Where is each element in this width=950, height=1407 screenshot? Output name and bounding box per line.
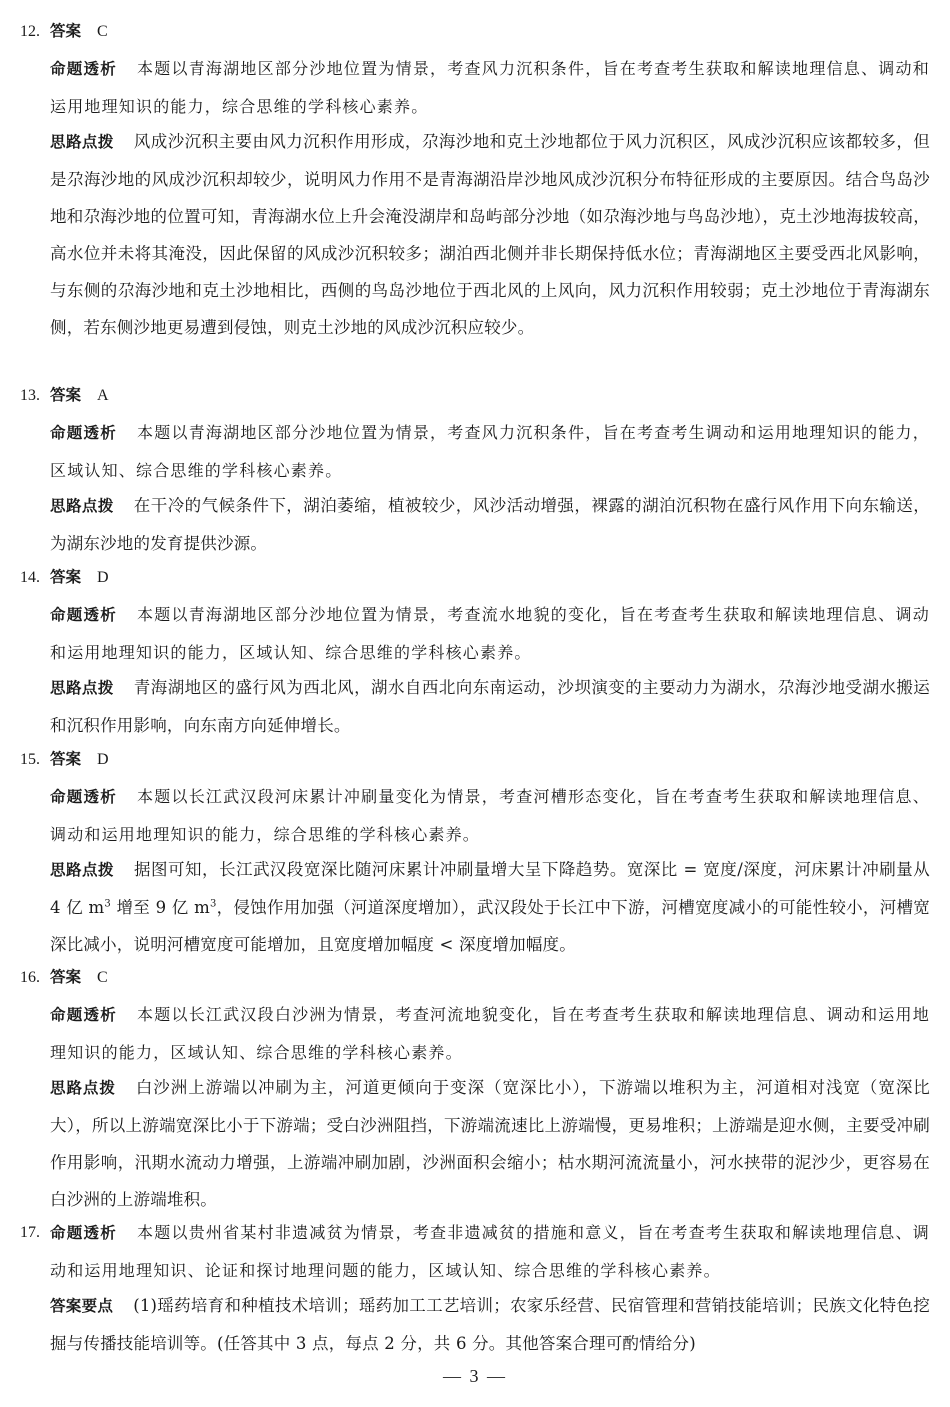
q14-hint-label: 思路点拨	[50, 679, 114, 697]
q12-hint	[50, 123, 930, 346]
q12-intent-text: 本题以青海湖地区部分沙地位置为情景，考查风力沉积条件，旨在考查考生获取和解读地理信息、调动和运用地理知识的能力，综合思维的学科核心素养。	[50, 59, 930, 116]
q13-intent-label: 命题透析	[50, 424, 117, 442]
q12-intent-label: 命题透析	[50, 60, 117, 78]
q15-hint-text-part2: 增至 9 亿 m	[110, 898, 210, 917]
q12-answer-value: C	[97, 23, 108, 40]
q14-intent-label: 命题透析	[50, 606, 117, 624]
q13-answer-line	[20, 385, 935, 406]
q16-number: 16.	[20, 969, 40, 986]
q14-hint-text: 青海湖地区的盛行风为西北风，湖水自西北向东南运动，沙坝演变的主要动力为湖水，尕海沙地受湖水搬运和沉积作用影响，向东南方向延伸增长。	[50, 678, 930, 735]
q17-key-points	[50, 1287, 930, 1362]
q13-number: 13.	[20, 387, 40, 404]
q17-key-points-text: (1)瑶药培育和种植技术培训；瑶药加工工艺培训；农家乐经营、民宿管理和营销技能培训；民族文化特色挖掘与传播技能培训等。(任答其中 3 点，每点 2 分，共 6 分。其他答案合理可酌情给分)	[50, 1296, 930, 1353]
q12-number: 12.	[20, 23, 40, 40]
q14-answer-line	[20, 567, 935, 588]
q17-number: 17.	[20, 1224, 40, 1241]
q15-hint-label: 思路点拨	[50, 861, 114, 879]
q16-answer-label: 答案	[50, 968, 82, 986]
q13-intent-text: 本题以青海湖地区部分沙地位置为情景，考查风力沉积条件，旨在考查考生调动和运用地理知识的能力，区域认知、综合思维的学科核心素养。	[50, 423, 930, 480]
q13-hint-label: 思路点拨	[50, 497, 114, 515]
q15-number: 15.	[20, 751, 40, 768]
q14-answer-value: D	[97, 569, 109, 586]
q17-intent-text: 本题以贵州省某村非遗减贫为情景，考查非遗减贫的措施和意义，旨在考查考生获取和解读地理信息、调动和运用地理知识、论证和探讨地理问题的能力，区域认知、综合思维的学科核心素养。	[50, 1223, 930, 1280]
q15-intent	[50, 778, 930, 853]
q13-hint-text: 在干冷的气候条件下，湖泊萎缩，植被较少，风沙活动增强，裸露的湖泊沉积物在盛行风作用下向东输送，为湖东沙地的发育提供沙源。	[50, 496, 930, 553]
q17-intent-label: 命题透析	[50, 1224, 117, 1242]
q14-hint	[50, 669, 930, 744]
q12-answer-line	[20, 21, 935, 42]
q12-intent	[50, 50, 930, 125]
q16-intent-text: 本题以长江武汉段白沙洲为情景，考查河流地貌变化，旨在考查考生获取和解读地理信息、调动和运用地理知识的能力，区域认知、综合思维的学科核心素养。	[50, 1005, 930, 1062]
q15-answer-value: D	[97, 751, 109, 768]
q15-hint-text-part3: ，侵蚀作用加强（河道深度增加），武汉段处于长江中下游，河槽宽度减小的可能性较小，河槽宽深比减小，说明河槽宽度可能增加，且宽度增加幅度 < 深度增加幅度。	[50, 898, 930, 954]
q14-answer-label: 答案	[50, 568, 82, 586]
q15-intent-text: 本题以长江武汉段河床累计冲刷量变化为情景，考查河槽形态变化，旨在考查考生获取和解读地理信息、调动和运用地理知识的能力，综合思维的学科核心素养。	[50, 787, 930, 844]
q12-hint-label: 思路点拨	[50, 133, 114, 151]
q15-hint-text-part1: 据图可知，长江武汉段宽深比随河床累计冲刷量增大呈下降趋势。宽深比 = 宽度/深度，河床累计冲刷量从 4 亿 m	[50, 860, 930, 917]
q13-answer-label: 答案	[50, 386, 82, 404]
q12-hint-text: 风成沙沉积主要由风力沉积作用形成，尕海沙地和克土沙地都位于风力沉积区，风成沙沉积应该都较多，但是尕海沙地的风成沙沉积却较少，说明风力作用不是青海湖沿岸沙地风成沙沉积分布特征形成的主要原因。结合鸟岛沙地和尕海沙地的位置可知，青海湖水位上升会淹没湖岸和岛屿部分沙地（如尕海沙地与鸟岛沙地），克土沙地海拔较高，高水位并未将其淹没，因此保留的风成沙沉积较多；湖泊西北侧并非长期保持低水位；青海湖地区主要受西北风影响，与东侧的尕海沙地和克土沙地相比，西侧的鸟岛沙地位于西北风的上风向，风力沉积作用较弱；克土沙地位于青海湖东侧，若东侧沙地更易遭到侵蚀，则克土沙地的风成沙沉积应较少。	[50, 132, 930, 337]
q13-hint	[50, 487, 930, 562]
q15-answer-label: 答案	[50, 750, 82, 768]
q16-answer-line	[20, 967, 935, 988]
cubic-exponent: 3	[209, 898, 217, 910]
q16-intent	[50, 996, 930, 1071]
q16-hint-text: 白沙洲上游端以冲刷为主，河道更倾向于变深（宽深比小），下游端以堆积为主，河道相对浅宽（宽深比大），所以上游端宽深比小于下游端；受白沙洲阻挡，下游端流速比上游端慢，更易堆积；上游端是迎水侧，主要受冲刷作用影响，汛期水流动力增强，上游端冲刷加剧，沙洲面积会缩小；枯水期河流流量小，河水挟带的泥沙少，更容易在白沙洲的上游端堆积。	[50, 1078, 930, 1209]
page-number: — 3 —	[443, 1366, 507, 1386]
q14-number: 14.	[20, 569, 40, 586]
q16-hint	[50, 1069, 930, 1218]
q15-hint	[50, 851, 930, 963]
q12-answer-label: 答案	[50, 22, 82, 40]
q16-hint-label: 思路点拨	[50, 1079, 116, 1097]
q15-answer-line	[20, 749, 935, 770]
q17-key-points-label: 答案要点	[50, 1297, 114, 1315]
q14-intent	[50, 596, 930, 671]
q14-intent-text: 本题以青海湖地区部分沙地位置为情景，考查流水地貌的变化，旨在考查考生获取和解读地理信息、调动和运用地理知识的能力，区域认知、综合思维的学科核心素养。	[50, 605, 930, 662]
cubic-exponent: 3	[104, 898, 111, 910]
q13-answer-value: A	[97, 387, 109, 404]
q16-answer-value: C	[97, 969, 108, 986]
q17-intent	[50, 1214, 930, 1289]
q16-intent-label: 命题透析	[50, 1006, 117, 1024]
q13-intent	[50, 414, 930, 489]
q15-intent-label: 命题透析	[50, 788, 117, 806]
